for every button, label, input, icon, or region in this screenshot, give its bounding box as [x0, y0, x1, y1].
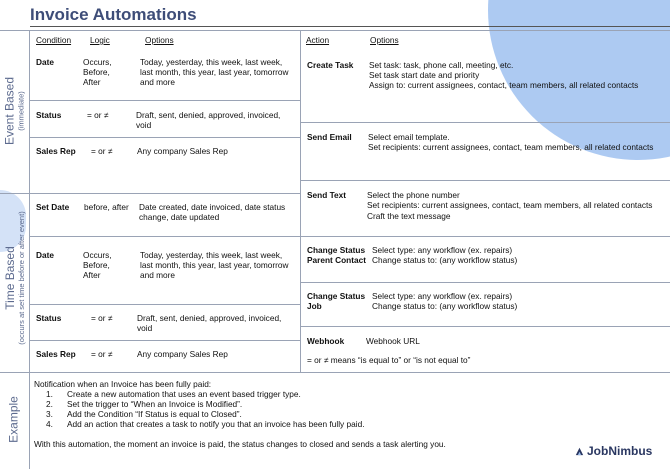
page-title: Invoice Automations	[30, 5, 197, 24]
example-title: Example	[6, 396, 21, 443]
table-top-border	[0, 30, 670, 31]
example-step-text: Add an action that creates a task to notify you that an invoice has been fully paid.	[67, 419, 365, 429]
logic-set-date: before, after	[84, 202, 129, 212]
logic-date	[83, 250, 112, 280]
options-line: Change status to: (any workflow status)	[372, 301, 518, 311]
logic-sales-rep: = or ≠	[91, 349, 113, 359]
logic-date	[83, 57, 112, 87]
logic-line: Occurs,	[83, 57, 112, 67]
example-step-text: Set the trigger to “When an Invoice is Modified”.	[67, 399, 243, 409]
section-divider-example	[0, 372, 670, 373]
action-row-divider	[300, 326, 670, 327]
options-line: Set task: task, phone call, meeting, etc.	[369, 60, 514, 70]
options-line: Select type: any workflow (ex. repairs)	[372, 245, 513, 255]
example-step-num: 4.	[46, 419, 53, 429]
time-based-label	[4, 188, 26, 368]
example-step-num: 3.	[46, 409, 53, 419]
logo-text: JobNimbus	[587, 444, 653, 458]
options-change-status-parent-contact	[372, 245, 517, 265]
title-underline	[30, 26, 670, 27]
action-send-email: Send Email	[307, 132, 352, 142]
action-line: Parent Contact	[307, 255, 367, 265]
event-based-subtitle: (immediate)	[16, 91, 26, 131]
options-set-date	[139, 202, 285, 222]
options-line: Select the phone number	[367, 190, 460, 200]
event-based-label	[4, 64, 26, 159]
header-logic: Logic	[90, 35, 110, 45]
action-send-text: Send Text	[307, 190, 347, 200]
row-divider	[29, 340, 300, 341]
action-change-status-job	[307, 291, 365, 311]
options-line: Set recipients: current assignees, contact, team members, all related contacts	[368, 142, 654, 152]
row-divider	[29, 137, 300, 138]
header-action-options: Options	[370, 35, 399, 45]
example-step-text: Create a new automation that uses an event based trigger type.	[67, 389, 301, 399]
event-based-title: Event Based	[2, 76, 17, 146]
options-create-task	[369, 60, 638, 90]
example-step-text: Add the Condition “If Status is equal to Closed”.	[67, 409, 242, 419]
options-line: Draft, sent, denied, approved, invoiced,	[137, 313, 282, 323]
row-divider	[29, 100, 300, 101]
options-line: Today, yesterday, this week, last week,	[140, 250, 283, 260]
options-line: last month, this year, last year, tomorrow	[140, 260, 289, 270]
options-line: void	[137, 323, 153, 333]
action-line: Change Status	[307, 245, 366, 255]
options-line: Date created, date invoiced, date status	[139, 202, 286, 212]
logic-line: Before,	[83, 260, 110, 270]
options-send-email	[368, 132, 653, 152]
logic-line: After	[83, 270, 101, 280]
options-line: change, date updated	[139, 212, 220, 222]
logic-legend-note: = or ≠ means “is equal to” or “is not equal to”	[307, 355, 471, 365]
options-webhook: Webhook URL	[366, 336, 420, 346]
logo-mark-icon	[574, 445, 585, 456]
action-row-divider	[300, 236, 670, 237]
action-row-divider	[300, 180, 670, 181]
options-date	[140, 250, 288, 280]
row-divider	[29, 236, 300, 237]
logic-line: Occurs,	[83, 250, 112, 260]
action-row-divider	[300, 282, 670, 283]
jobnimbus-logo	[574, 444, 652, 458]
options-change-status-job	[372, 291, 517, 311]
options-line: Select email template.	[368, 132, 450, 142]
header-action: Action	[306, 35, 330, 45]
options-date	[140, 57, 288, 87]
options-line: last month, this year, last year, tomorrow	[140, 67, 289, 77]
options-line: Assign to: current assignees, contact, team members, all related contacts	[369, 80, 639, 90]
logic-sales-rep: = or ≠	[91, 146, 113, 156]
options-line: Select type: any workflow (ex. repairs)	[372, 291, 513, 301]
options-line: Set task start date and priority	[369, 70, 480, 80]
options-line: Draft, sent, denied, approved, invoiced,	[136, 110, 281, 120]
options-send-text	[367, 190, 652, 221]
row-divider	[29, 304, 300, 305]
section-divider-event-time	[0, 193, 300, 194]
action-line: Job	[307, 301, 322, 311]
logic-status: = or ≠	[91, 313, 113, 323]
header-options: Options	[145, 35, 174, 45]
time-based-subtitle: (occurs at set time before or after event)	[17, 211, 26, 345]
condition-sales-rep: Sales Rep	[36, 146, 76, 156]
options-line: and more	[140, 270, 176, 280]
example-step-num: 1.	[46, 389, 53, 399]
logic-line: After	[83, 77, 101, 87]
condition-date: Date	[36, 250, 54, 260]
example-step-num: 2.	[46, 399, 53, 409]
condition-sales-rep: Sales Rep	[36, 349, 76, 359]
logic-line: Before,	[83, 67, 110, 77]
condition-status: Status	[36, 110, 62, 120]
action-change-status-parent-contact	[307, 245, 366, 265]
condition-status: Status	[36, 313, 62, 323]
options-sales-rep: Any company Sales Rep	[137, 349, 228, 359]
logic-status: = or ≠	[87, 110, 109, 120]
options-sales-rep: Any company Sales Rep	[137, 146, 228, 156]
action-webhook: Webhook	[307, 336, 345, 346]
time-based-title: Time Based	[3, 246, 17, 310]
action-line: Change Status	[307, 291, 366, 301]
example-summary: With this automation, the moment an invoice is paid, the status changes to closed and sends a task alerting you.	[34, 439, 446, 449]
label-column-divider	[29, 30, 30, 469]
action-create-task: Create Task	[307, 60, 354, 70]
options-line: void	[136, 120, 152, 130]
options-line: Today, yesterday, this week, last week,	[140, 57, 283, 67]
action-row-divider	[300, 122, 670, 123]
example-intro: Notification when an Invoice has been fully paid:	[34, 379, 212, 389]
condition-set-date: Set Date	[36, 202, 70, 212]
condition-date: Date	[36, 57, 54, 67]
options-status	[136, 110, 280, 130]
options-line: and more	[140, 77, 176, 87]
options-line: Change status to: (any workflow status)	[372, 255, 518, 265]
condition-action-divider	[300, 30, 301, 372]
example-label	[8, 390, 21, 450]
options-line: Craft the text message	[367, 211, 451, 221]
header-condition: Condition	[36, 35, 72, 45]
options-status	[137, 313, 281, 333]
options-line: Set recipients: current assignees, contact, team members, all related contacts	[367, 200, 653, 210]
